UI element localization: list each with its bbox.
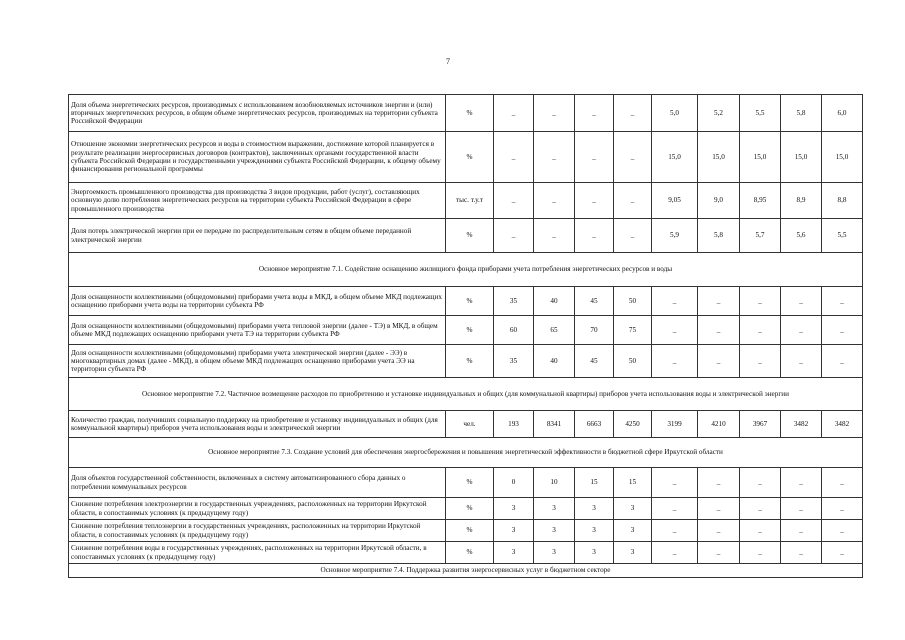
value-cell: _ <box>652 542 698 564</box>
value-cell: 3 <box>614 542 652 564</box>
indicator-cell: Снижение потребления воды в государственных учреждениях, расположенных на территории Иркутской области, в сопоставимых условиях (к предыдущему году) <box>69 542 446 564</box>
value-cell: 35 <box>494 345 534 378</box>
indicators-table <box>68 94 863 578</box>
value-cell: _ <box>614 183 652 219</box>
value-cell: _ <box>698 498 740 520</box>
value-cell: 8,9 <box>781 183 822 219</box>
value-cell: _ <box>575 183 614 219</box>
page-number: 7 <box>446 57 450 66</box>
indicator-cell: Доля оснащенности коллективными (общедомовыми) приборами учета воды в МКД, в общем объеме МКД подлежащих оснащению приборами учета воды на территории субъекта РФ <box>69 287 446 316</box>
table-row <box>69 542 863 564</box>
table-row <box>69 411 863 438</box>
table-row <box>69 520 863 542</box>
value-cell: 3 <box>575 498 614 520</box>
value-cell: 6,0 <box>822 95 863 132</box>
value-cell: _ <box>614 219 652 253</box>
value-cell: _ <box>822 345 863 378</box>
value-cell: _ <box>698 287 740 316</box>
value-cell: _ <box>740 520 781 542</box>
value-cell: 3 <box>494 520 534 542</box>
value-cell: _ <box>740 542 781 564</box>
value-cell: _ <box>781 520 822 542</box>
value-cell: _ <box>652 316 698 345</box>
unit-cell: % <box>446 468 494 498</box>
value-cell: 5,6 <box>781 219 822 253</box>
value-cell: _ <box>822 520 863 542</box>
indicator-cell: Количество граждан, получивших социальную поддержку на приобретение и установку индивидуальных и общих (для коммунальной квартиры) приборов учета использования воды и электрической энергии <box>69 411 446 438</box>
value-cell: 3 <box>614 520 652 542</box>
value-cell: _ <box>698 542 740 564</box>
section-title: Основное мероприятие 7.2. Частичное возмещение расходов по приобретению и установке индивидуальных и общих (для коммунальной квартиры) приборов учета использования воды и электрической энергии <box>69 378 863 411</box>
value-cell: _ <box>740 287 781 316</box>
value-cell: 3 <box>614 498 652 520</box>
value-cell: 0 <box>494 468 534 498</box>
value-cell: 5,9 <box>652 219 698 253</box>
value-cell: 60 <box>494 316 534 345</box>
unit-cell: тыс. т.у.т <box>446 183 494 219</box>
section-title: Основное мероприятие 7.1. Содействие оснащению жилищного фонда приборами учета потребления энергетических ресурсов и воды <box>69 253 863 287</box>
value-cell: 3482 <box>822 411 863 438</box>
unit-cell: % <box>446 520 494 542</box>
indicator-cell: Снижение потребления теплоэнергии в государственных учреждениях, расположенных на территории Иркутской области, в сопоставимых условиях (к предыдущему году) <box>69 520 446 542</box>
value-cell: 5,2 <box>698 95 740 132</box>
section-row <box>69 438 863 468</box>
value-cell: 45 <box>575 287 614 316</box>
value-cell: 5,5 <box>740 95 781 132</box>
value-cell: 3967 <box>740 411 781 438</box>
value-cell: 10 <box>534 468 575 498</box>
value-cell: 6663 <box>575 411 614 438</box>
table-row <box>69 287 863 316</box>
section-row <box>69 564 863 578</box>
value-cell: 50 <box>614 287 652 316</box>
unit-cell: % <box>446 287 494 316</box>
value-cell: 70 <box>575 316 614 345</box>
value-cell: 3 <box>534 542 575 564</box>
table-row <box>69 345 863 378</box>
table-row <box>69 132 863 183</box>
value-cell: 15,0 <box>740 132 781 183</box>
value-cell: _ <box>494 183 534 219</box>
value-cell: 3 <box>575 520 614 542</box>
value-cell: 3 <box>575 542 614 564</box>
indicator-cell: Доля потерь электрической энергии при ее передаче по распределительным сетям в общем объеме переданной электрической энергии <box>69 219 446 253</box>
value-cell: 193 <box>494 411 534 438</box>
unit-cell: % <box>446 542 494 564</box>
value-cell: _ <box>698 520 740 542</box>
unit-cell: чел. <box>446 411 494 438</box>
value-cell: 15 <box>614 468 652 498</box>
value-cell: _ <box>575 95 614 132</box>
value-cell: 3 <box>494 498 534 520</box>
value-cell: _ <box>534 95 575 132</box>
value-cell: _ <box>534 183 575 219</box>
value-cell: _ <box>534 132 575 183</box>
value-cell: 50 <box>614 345 652 378</box>
value-cell: 5,8 <box>698 219 740 253</box>
value-cell: _ <box>822 468 863 498</box>
value-cell: _ <box>781 316 822 345</box>
unit-cell: % <box>446 345 494 378</box>
value-cell: 4250 <box>614 411 652 438</box>
value-cell: 3 <box>494 542 534 564</box>
value-cell: _ <box>740 468 781 498</box>
value-cell: 40 <box>534 345 575 378</box>
value-cell: _ <box>740 498 781 520</box>
value-cell: _ <box>698 468 740 498</box>
value-cell: _ <box>822 542 863 564</box>
unit-cell: % <box>446 132 494 183</box>
value-cell: _ <box>575 132 614 183</box>
value-cell: _ <box>652 345 698 378</box>
section-row <box>69 253 863 287</box>
value-cell: _ <box>614 95 652 132</box>
table-row <box>69 183 863 219</box>
value-cell: _ <box>740 345 781 378</box>
value-cell: 35 <box>494 287 534 316</box>
value-cell: _ <box>781 498 822 520</box>
indicator-cell: Доля оснащенности коллективными (общедомовыми) приборами учета электрической энергии (далее - ЭЭ) в многоквартирных домах (далее - МКД), в общем объеме МКД подлежащих оснащению приборами учета ЭЭ на территории субъекта РФ <box>69 345 446 378</box>
value-cell: 8,95 <box>740 183 781 219</box>
value-cell: 15,0 <box>698 132 740 183</box>
value-cell: 15,0 <box>652 132 698 183</box>
value-cell: _ <box>652 498 698 520</box>
value-cell: _ <box>494 219 534 253</box>
value-cell: _ <box>494 132 534 183</box>
value-cell: 5,7 <box>740 219 781 253</box>
value-cell: 5,5 <box>822 219 863 253</box>
section-title: Основное мероприятие 7.3. Создание условий для обеспечения энергосбережения и повышения энергетической эффективности в бюджетной сфере Иркутской области <box>69 438 863 468</box>
value-cell: 5,8 <box>781 95 822 132</box>
value-cell: 9,0 <box>698 183 740 219</box>
value-cell: _ <box>614 132 652 183</box>
value-cell: 3482 <box>781 411 822 438</box>
value-cell: _ <box>534 219 575 253</box>
value-cell: _ <box>575 219 614 253</box>
value-cell: 9,05 <box>652 183 698 219</box>
unit-cell: % <box>446 316 494 345</box>
value-cell: _ <box>652 520 698 542</box>
section-row <box>69 378 863 411</box>
indicator-cell: Энергоемкость промышленного производства для производства 3 видов продукции, работ (услуг), составляющих основную долю потребления энергетических ресурсов на территории субъекта Российской Федерации в сфере промышленного производства <box>69 183 446 219</box>
indicator-cell: Отношение экономии энергетических ресурсов и воды в стоимостном выражении, достижение которой планируется в результате реализации энергосервисных договоров (контрактов), заключенных органами государственной власти субъекта Российской Федерации и государственными учреждениями субъекта Российской Федерации, к общему объему финансирования региональной программы <box>69 132 446 183</box>
value-cell: _ <box>781 287 822 316</box>
value-cell: _ <box>781 468 822 498</box>
value-cell: 5,0 <box>652 95 698 132</box>
indicator-cell: Доля объектов государственной собственности, включенных в систему автоматизированного сбора данных о потреблении коммунальных ресурсов <box>69 468 446 498</box>
unit-cell: % <box>446 95 494 132</box>
table-row <box>69 498 863 520</box>
table-row <box>69 468 863 498</box>
value-cell: _ <box>698 345 740 378</box>
value-cell: _ <box>781 542 822 564</box>
indicator-cell: Доля оснащенности коллективными (общедомовыми) приборами учета тепловой энергии (далее - ТЭ) в МКД, в общем объеме МКД подлежащих оснащению приборами учета ТЭ на территории субъекта РФ <box>69 316 446 345</box>
indicator-cell: Снижение потребления электроэнергии в государственных учреждениях, расположенных на территории Иркутской области, в сопоставимых условиях (к предыдущему году) <box>69 498 446 520</box>
value-cell: 15 <box>575 468 614 498</box>
value-cell: _ <box>494 95 534 132</box>
table-row <box>69 219 863 253</box>
value-cell: _ <box>822 498 863 520</box>
value-cell: _ <box>740 316 781 345</box>
table-row <box>69 316 863 345</box>
value-cell: 15,0 <box>781 132 822 183</box>
value-cell: 8341 <box>534 411 575 438</box>
unit-cell: % <box>446 219 494 253</box>
value-cell: _ <box>698 316 740 345</box>
value-cell: 65 <box>534 316 575 345</box>
value-cell: _ <box>781 345 822 378</box>
value-cell: 8,8 <box>822 183 863 219</box>
value-cell: 45 <box>575 345 614 378</box>
value-cell: 40 <box>534 287 575 316</box>
value-cell: _ <box>652 287 698 316</box>
value-cell: 15,0 <box>822 132 863 183</box>
value-cell: 4210 <box>698 411 740 438</box>
value-cell: 3 <box>534 520 575 542</box>
value-cell: 3199 <box>652 411 698 438</box>
value-cell: _ <box>822 316 863 345</box>
indicator-cell: Доля объема энергетических ресурсов, производимых с использованием возобновляемых источников энергии и (или) вторичных энергетических ресурсов, в общем объеме энергетических ресурсов, производимых на территории субъекта Российской Федерации <box>69 95 446 132</box>
table-row <box>69 95 863 132</box>
value-cell: 75 <box>614 316 652 345</box>
value-cell: _ <box>652 468 698 498</box>
value-cell: 3 <box>534 498 575 520</box>
value-cell: _ <box>822 287 863 316</box>
unit-cell: % <box>446 498 494 520</box>
section-title: Основное мероприятие 7.4. Поддержка развития энергосервисных услуг в бюджетном секторе <box>69 564 863 578</box>
